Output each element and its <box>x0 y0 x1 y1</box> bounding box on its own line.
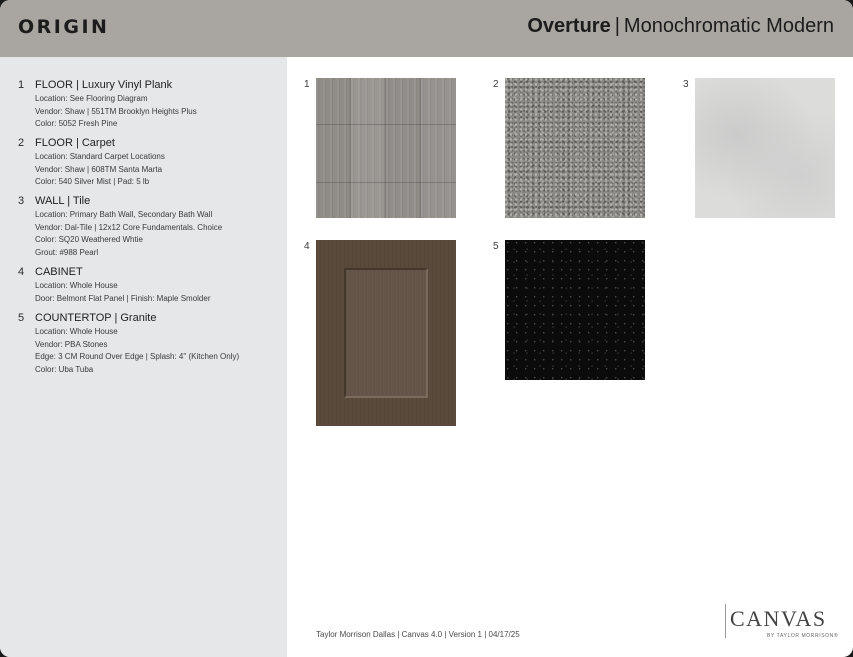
swatch-number: 4 <box>304 241 310 252</box>
footer-text: Taylor Morrison Dallas | Canvas 4.0 | Version 1 | 04/17/25 <box>316 630 520 639</box>
item-detail: Color: 5052 Fresh Pine <box>35 119 118 129</box>
swatch-number: 3 <box>683 79 689 90</box>
item-number: 2 <box>18 137 25 149</box>
swatch-number: 1 <box>304 79 310 90</box>
brand-name: ORIGIN <box>18 16 110 38</box>
item-detail: Vendor: Shaw | 608TM Santa Marta <box>35 164 163 174</box>
item-detail: Location: Primary Bath Wall, Secondary Bath Wall <box>35 210 213 219</box>
item-detail: Vendor: Shaw | 551TM Brooklyn Heights Plus <box>35 106 197 116</box>
item-heading: COUNTERTOP | Granite <box>35 312 157 324</box>
swatch-carpet <box>505 78 645 218</box>
item-heading: WALL | Tile <box>35 195 91 207</box>
item-number: 3 <box>18 195 25 207</box>
item-detail: Location: Standard Carpet Locations <box>35 152 165 161</box>
item-detail: Location: Whole House <box>35 327 118 336</box>
item-number: 4 <box>18 266 25 278</box>
swatch-number: 2 <box>493 79 499 90</box>
title-separator: | <box>614 15 620 37</box>
item-detail: Vendor: PBA Stones <box>35 339 108 349</box>
swatch-cabinet-door <box>316 240 456 426</box>
item-detail: Color: Uba Tuba <box>35 365 94 375</box>
title-collection: Overture <box>527 15 611 37</box>
item-number: 5 <box>18 312 25 324</box>
item-heading: FLOOR | Carpet <box>35 137 115 149</box>
swatch-granite <box>505 240 645 380</box>
cabinet-panel <box>344 268 428 398</box>
logo-wordmark: CANVAS <box>730 606 827 631</box>
swatch-vinyl-plank <box>316 78 456 218</box>
item-heading: CABINET <box>35 266 83 278</box>
item-detail: Edge: 3 CM Round Over Edge | Splash: 4" (Kitchen Only) <box>35 352 240 362</box>
item-detail: Color: 540 Silver Mist | Pad: 5 lb <box>35 177 150 187</box>
item-number: 1 <box>18 79 25 91</box>
item-detail: Color: SQ20 Weathered Whtie <box>35 235 143 245</box>
page-title <box>527 15 834 38</box>
swatch-tile <box>695 78 835 218</box>
item-detail: Vendor: Dal-Tile | 12x12 Core Fundamentals. Choice <box>35 222 223 232</box>
logo-byline: BY TAYLOR MORRISON® <box>767 633 839 639</box>
item-detail: Grout: #988 Pearl <box>35 248 99 258</box>
item-detail: Location: Whole House <box>35 281 118 290</box>
header-bar <box>0 0 853 57</box>
item-detail: Door: Belmont Flat Panel | Finish: Maple Smolder <box>35 293 211 303</box>
swatch-number: 5 <box>493 241 499 252</box>
selection-list <box>0 57 287 657</box>
item-detail: Location: See Flooring Diagram <box>35 94 148 103</box>
item-heading: FLOOR | Luxury Vinyl Plank <box>35 79 173 91</box>
title-scheme: Monochromatic Modern <box>623 15 834 37</box>
canvas-logo <box>725 604 837 640</box>
